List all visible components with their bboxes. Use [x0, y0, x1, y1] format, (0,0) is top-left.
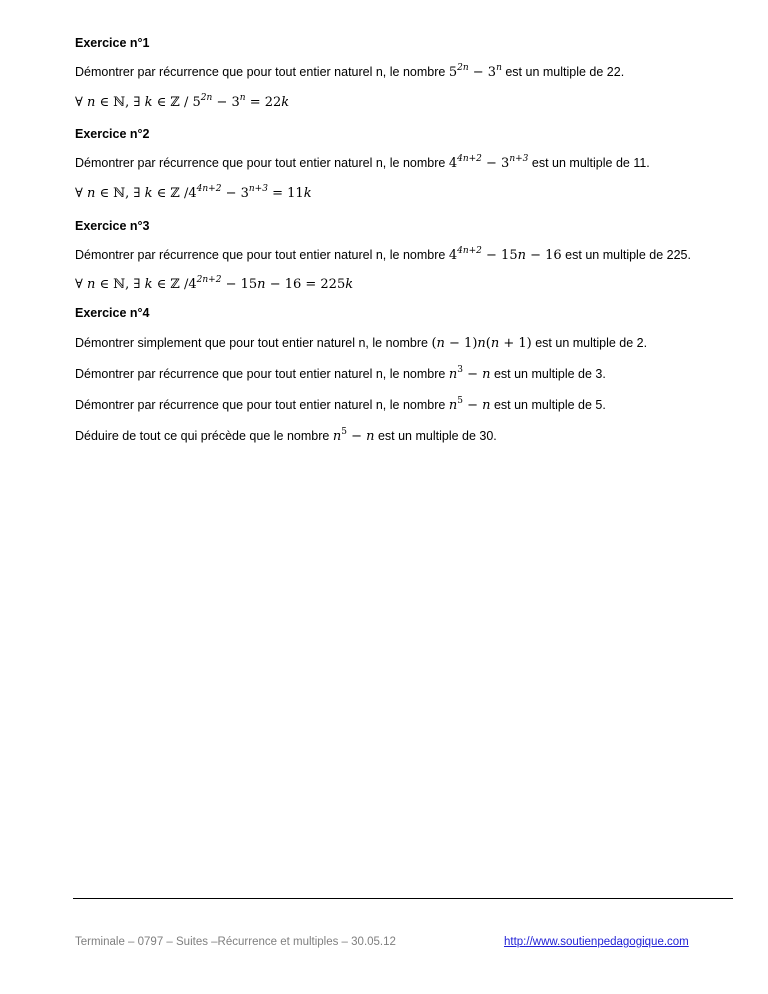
- exercise-1-expression: $5^{2n} - 3^n$: [448, 62, 502, 80]
- exercise-4-item-4-text-before: Déduire de tout ce qui précède que le nombre: [75, 429, 333, 443]
- exercise-4-item-3-expression: $n^5 - n$: [448, 395, 491, 413]
- exercise-2-expression: $4^{4n+2} - 3^{n+3}$: [448, 153, 529, 171]
- exercise-3-expression: $4^{4n+2} - 15n - 16$: [448, 245, 562, 263]
- exercise-3-text-after: est un multiple de 225.: [561, 248, 691, 262]
- exercise-1-formal: ∀ n ∈ ℕ, ∃ k ∈ ℤ / $5^{2n} - 3^n = 22k$: [75, 92, 290, 110]
- exercise-4-item-2: [75, 366, 606, 383]
- exercise-4-item-1-text-before: Démontrer simplement que pour tout entier naturel n, le nombre: [75, 336, 432, 350]
- exercise-1-text-before: Démontrer par récurrence que pour tout entier naturel n, le nombre: [75, 65, 449, 79]
- exercise-4-item-3-text-before: Démontrer par récurrence que pour tout entier naturel n, le nombre: [75, 398, 449, 412]
- exercise-2-statement: [75, 155, 650, 172]
- exercise-4-item-4: [75, 428, 497, 445]
- exercise-4-item-4-expression: $n^5 - n$: [332, 426, 375, 444]
- exercise-4-item-1-text-after: est un multiple de 2.: [531, 336, 648, 350]
- exercise-4-item-2-expression: $n^3 - n$: [448, 364, 491, 382]
- exercise-4-item-2-text-before: Démontrer par récurrence que pour tout entier naturel n, le nombre: [75, 367, 449, 381]
- exercise-2-title: Exercice n°2: [75, 127, 150, 141]
- exercise-4-item-1-expression: (n − 1)n(n + 1): [431, 336, 532, 351]
- exercise-3-statement: [75, 247, 691, 264]
- footer-website-link[interactable]: http://www.soutienpedagogique.com: [504, 936, 689, 948]
- exercise-2-formal: ∀ n ∈ ℕ, ∃ k ∈ ℤ $/4^{4n+2} - 3^{n+3} = 11k$: [75, 183, 312, 201]
- exercise-3-formal: ∀ n ∈ ℕ, ∃ k ∈ ℤ $/4^{2n+2} - 15n - 16 = 225k$: [75, 274, 354, 292]
- exercise-4-title: Exercice n°4: [75, 306, 150, 320]
- exercise-1-statement: [75, 64, 624, 81]
- exercise-4-item-4-text-after: est un multiple de 30.: [374, 429, 497, 443]
- footer-divider: [73, 898, 733, 899]
- footer-text: Terminale – 0797 – Suites –Récurrence et multiples – 30.05.12: [75, 936, 396, 948]
- exercise-3-text-before: Démontrer par récurrence que pour tout entier naturel n, le nombre: [75, 248, 449, 262]
- exercise-4-item-3: [75, 397, 606, 414]
- exercise-3-title: Exercice n°3: [75, 219, 150, 233]
- exercise-1-text-after: est un multiple de 22.: [501, 65, 625, 79]
- exercise-2-text-before: Démontrer par récurrence que pour tout entier naturel n, le nombre: [75, 156, 449, 170]
- exercise-4-item-2-text-after: est un multiple de 3.: [490, 367, 606, 381]
- exercise-2-text-after: est un multiple de 11.: [528, 156, 650, 170]
- exercise-4-item-3-text-after: est un multiple de 5.: [490, 398, 606, 412]
- exercise-4-item-1: [75, 335, 647, 352]
- exercise-1-title: Exercice n°1: [75, 36, 150, 50]
